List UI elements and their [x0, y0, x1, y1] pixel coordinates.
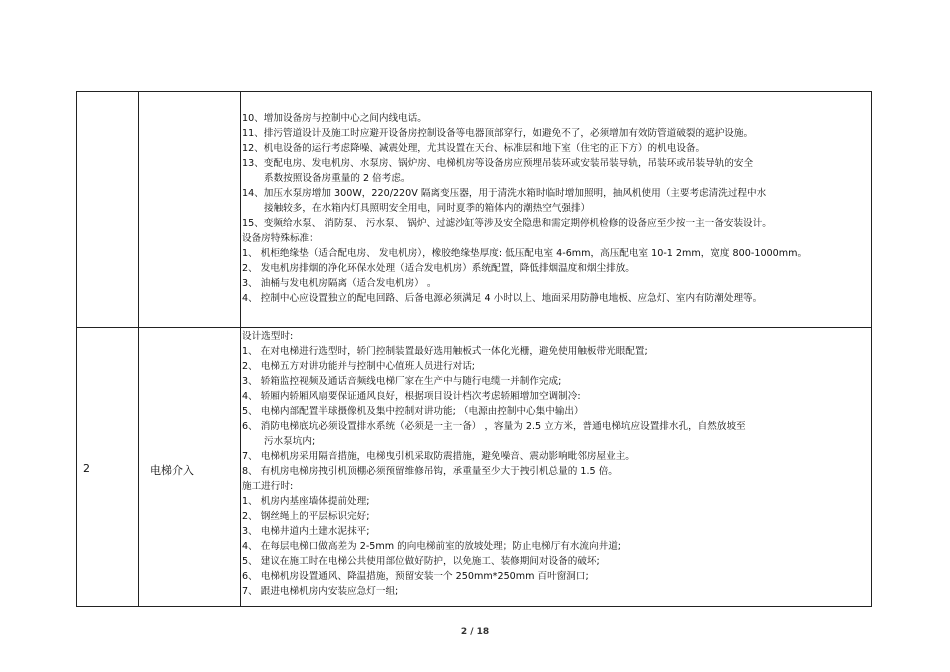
row2-line: 6、 消防电梯底坑必须设置排水系统（必须是一主一备） ，容量为 2.5 立方米，普通电梯坑应设置排水孔，自然放坡至 [242, 421, 746, 432]
table-border-left [76, 91, 77, 607]
page-number: 2 / 18 [460, 627, 490, 637]
row1-line: 设备房特殊标准： [242, 233, 319, 244]
row2-number: 2 [83, 462, 90, 475]
row2-line: 污水泵坑内; [264, 436, 316, 447]
row1-line: 11、排污管道设计及施工时应避开设备房控制设备等电器顶部穿行，如避免不了，必须增加有效防管道破裂的遮护设施。 [242, 128, 754, 139]
row2-line: 2、 电梯五方对讲功能并与控制中心值班人员进行对话; [242, 361, 476, 372]
row1-line: 13、变配电房、发电机房、水泵房、锅炉房、电梯机房等设备房应预埋吊装环或安装吊装导轨，吊装环或吊装导轨的安全 [242, 158, 754, 169]
row2-line: 3、 轿箱监控视频及通话音频线电梯厂家在生产中与随行电缆一并制作完成; [242, 376, 562, 387]
row1-line: 系数按照设备房重量的 2 倍考虑。 [264, 173, 411, 184]
table-divider-col2 [240, 91, 241, 607]
row1-line: 15、变频给水泵、 消防泵、 污水泵、 锅炉、过滤沙缸等涉及安全隐患和需定期停机检修的设备应至少按一主一备安装设计。 [242, 218, 772, 229]
table-border-bottom [76, 606, 872, 607]
row2-line: 施工进行时: [242, 481, 294, 492]
row1-line: 1、 机柜绝缘垫（适合配电房、 发电机房），橡胶绝缘垫厚度: 低压配电室 4-6mm，高压配电室 10-1 2mm，宽度 800-1000mm。 [242, 248, 808, 259]
row2-line: 5、 电梯内部配置半球摄像机及集中控制对讲功能; （电源由控制中心集中输出） [242, 406, 584, 417]
row1-line: 接触较多，在水箱内灯具照明安全用电，同时夏季的箱体内的潮热空气强排） [264, 203, 591, 214]
row2-line: 1、 机房内基座墙体提前处理; [242, 496, 370, 507]
row2-line: 4、 在每层电梯口做高差为 2-5mm 的向电梯前室的放坡处理；防止电梯厅有水流向井道; [242, 541, 622, 552]
row2-line: 4、 轿厢内轿厢风扇要保证通风良好，根据项目设计档次考虑轿厢增加空调制冷: [242, 391, 581, 402]
row1-content [242, 111, 870, 306]
row2-line: 3、 电梯井道内土建水泥抹平; [242, 526, 370, 537]
row1-line: 12、机电设备的运行考虑降噪、减震处理，尤其设置在天台、标准层和地下室（住宅的正下方）的机电设备。 [242, 143, 706, 154]
row2-line: 7、 电梯机房采用隔音措施，电梯曳引机采取防震措施，避免噪音、震动影响毗邻房屋业主。 [242, 451, 635, 462]
row2-line: 8、 有机房电梯房拽引机顶棚必须预留维修吊钩，承重量至少大于拽引机总量的 1.5 倍。 [242, 466, 618, 477]
row2-line: 7、 跟进电梯机房内安装应急灯一组; [242, 586, 399, 597]
row2-line: 5、 建议在施工时在电梯公共使用部位做好防护，以免施工、装修期间对设备的破坏; [242, 556, 600, 567]
table-border-right [871, 91, 872, 607]
row1-line: 10、增加设备房与控制中心之间内线电话。 [242, 113, 427, 124]
row2-line: 1、 在对电梯进行选型时，轿门控制装置最好选用触板式一体化光栅，避免使用触板带光眼配置; [242, 346, 648, 357]
row2-content [242, 330, 870, 600]
table-border-top [76, 91, 872, 92]
table-divider-col1 [138, 91, 139, 607]
row1-line: 2、 发电机房排烟的净化环保水处理（适合发电机房）系统配置，降低排烟温度和烟尘排放。 [242, 263, 635, 274]
row1-line: 3、 油桶与发电机房隔离（适合发电机房） 。 [242, 278, 437, 289]
row2-line: 6、 电梯机房设置通风、降温措施，预留安装一个 250mm*250mm 百叶窗洞口; [242, 571, 589, 582]
row2-line: 设计选型时: [242, 331, 294, 342]
row1-line: 4、 控制中心应设置独立的配电回路、后备电源必须满足 4 小时以上、地面采用防静电地板、应急灯、室内有防潮处理等。 [242, 293, 763, 304]
table-row-divider [76, 327, 872, 328]
row1-line: 14、加压水泵房增加 300W，220/220V 隔离变压器，用于清洗水箱时临时增加照明，抽风机使用（主要考虑清洗过程中水 [242, 188, 767, 199]
row2-title: 电梯介入 [150, 464, 194, 477]
row2-line: 2、 钢丝绳上的平层标识完好; [242, 511, 370, 522]
